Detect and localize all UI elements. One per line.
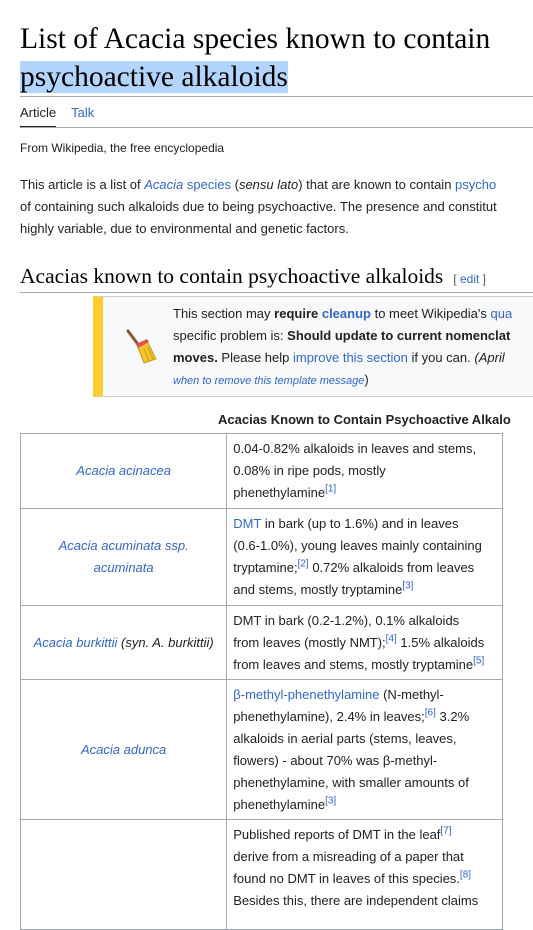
cell-text: from leaves and stems, mostly tryptamine — [233, 657, 474, 672]
cell-text: 3.2% — [435, 709, 470, 724]
cell-text: tryptamine; — [233, 560, 298, 575]
tab-article[interactable]: Article — [20, 105, 56, 128]
species-cell — [21, 434, 227, 509]
improve-section-link[interactable]: improve this section — [292, 350, 408, 365]
cell-text: in bark (up to 1.6%) and in leaves — [261, 516, 459, 531]
species-synonym: (syn. A. burkittii) — [117, 634, 214, 650]
phenethylamine-link[interactable]: β-methyl-phenethylamine — [233, 687, 380, 702]
cell-text: phenethylamine — [233, 797, 326, 812]
edit-link[interactable]: edit — [459, 272, 480, 286]
table-row — [21, 509, 503, 606]
cell-text: found no DMT in leaves of this species. — [233, 871, 460, 886]
cell-text: 0.08% in ripe pods, mostly — [233, 463, 386, 478]
table-row — [21, 434, 503, 509]
species-link[interactable]: Acacia adunca — [80, 741, 167, 757]
cell-text: phenethylamine), 2.4% in leaves; — [233, 709, 425, 724]
intro-line-2: of containing such alkaloids due to being psychoactive. The presence and constitut — [20, 199, 497, 214]
species-link[interactable]: Acacia acuminata ssp. acuminata — [58, 538, 189, 575]
page-title-text: List of Acacia species known to contain — [20, 23, 491, 55]
cell-text: phenethylamine — [233, 485, 326, 500]
notice-bold: moves. — [173, 350, 218, 365]
cell-text: flowers) - about 70% was β-methyl- — [233, 753, 438, 768]
edit-bracket: [ — [453, 272, 460, 286]
reference-link[interactable]: [4] — [385, 633, 397, 645]
species-link[interactable]: Acacia burkittii — [33, 634, 118, 650]
cell-text: 1.5% alkaloids — [396, 635, 485, 650]
notice-text: ) — [364, 372, 369, 387]
alkaloid-cell — [227, 509, 503, 606]
alkaloid-cell — [227, 606, 503, 680]
table-row — [21, 820, 503, 930]
reference-link[interactable]: [1] — [325, 483, 337, 495]
page-tabs — [20, 105, 94, 128]
reference-link[interactable]: [3] — [402, 580, 414, 592]
title-divider — [20, 96, 533, 97]
species-cell — [21, 680, 227, 820]
cell-text: alkaloids in aerial parts (stems, leaves, — [233, 731, 457, 746]
alkaloid-cell — [227, 434, 503, 509]
species-cell — [21, 820, 227, 930]
table-row — [21, 606, 503, 680]
cell-text: DMT in bark (0.2-1.2%), 0.1% alkaloids — [233, 613, 460, 628]
cell-text: (N-methyl- — [379, 687, 444, 702]
psychoactive-link[interactable]: psycho — [455, 177, 497, 192]
page-title — [20, 20, 533, 96]
notice-date: (April — [474, 350, 505, 365]
notice-bold: require — [274, 306, 322, 321]
intro-text: ( — [231, 177, 239, 192]
notice-text: specific problem is: — [173, 328, 288, 343]
notice-text: to meet Wikipedia's — [370, 306, 491, 321]
intro-paragraph — [20, 174, 533, 240]
cell-text: phenethylamine, with smaller amounts of — [233, 775, 469, 790]
acacia-table — [20, 433, 503, 930]
cell-text: Besides this, there are independent claims — [233, 893, 479, 908]
species-link[interactable]: Acacia acinacea — [76, 463, 171, 478]
dmt-link[interactable]: DMT — [233, 516, 262, 531]
remove-template-link[interactable]: when to remove this template message — [173, 375, 365, 387]
notice-text: This section may — [173, 306, 275, 321]
intro-text: This article is a list of — [20, 177, 145, 192]
table-row — [21, 680, 503, 820]
alkaloid-cell — [227, 680, 503, 820]
cleanup-notice — [93, 296, 533, 397]
reference-link[interactable]: [8] — [459, 869, 472, 881]
tab-talk[interactable]: Talk — [71, 105, 95, 120]
broom-icon — [120, 325, 160, 365]
acacia-link[interactable]: Acacia — [144, 177, 184, 192]
edit-bracket: ] — [479, 272, 487, 286]
cleanup-link[interactable]: cleanup — [321, 306, 371, 321]
cell-text: (0.6-1.0%), young leaves mainly containing — [233, 538, 482, 553]
species-link[interactable]: species — [183, 177, 231, 192]
cell-text: derive from a misreading of a paper that — [233, 849, 464, 864]
intro-text: ) that are known to contain — [298, 177, 456, 192]
notice-text — [173, 303, 533, 392]
intro-line-3: highly variable, due to environmental and genetic factors. — [20, 221, 349, 236]
cell-text: Published reports of DMT in the leaf — [233, 827, 441, 842]
cell-text: from leaves (mostly NMT); — [233, 635, 386, 650]
reference-link[interactable]: [7] — [440, 825, 452, 837]
quality-link[interactable]: qua — [490, 306, 513, 321]
notice-bold: Should update to current nomenclat — [287, 328, 511, 343]
cell-text: 0.72% alkaloids from leaves — [308, 560, 475, 575]
reference-link[interactable]: [6] — [424, 707, 436, 719]
reference-link[interactable]: [3] — [325, 795, 337, 807]
notice-text: if you can. — [407, 350, 475, 365]
alkaloid-cell — [227, 820, 503, 930]
species-cell — [21, 606, 227, 680]
section-edit — [453, 272, 486, 286]
site-subtitle: From Wikipedia, the free encyclopedia — [20, 141, 225, 155]
cell-text: 0.04-0.82% alkaloids in leaves and stems, — [233, 441, 477, 456]
cell-text: and stems, mostly tryptamine — [233, 582, 403, 597]
section-heading-text: Acacias known to contain psychoactive alkaloids — [20, 264, 444, 288]
section-divider — [20, 292, 533, 293]
reference-link[interactable]: [5] — [473, 655, 485, 667]
section-heading — [20, 264, 486, 289]
species-cell — [21, 509, 227, 606]
tabs-divider — [20, 127, 533, 128]
notice-text: Please help — [217, 350, 293, 365]
intro-italic: sensu lato — [238, 177, 299, 192]
table-caption: Acacias Known to Contain Psychoactive Alkalo — [218, 412, 511, 427]
page-title-selected-text: psychoactive alkaloids — [20, 61, 288, 93]
reference-link[interactable]: [2] — [297, 558, 309, 570]
